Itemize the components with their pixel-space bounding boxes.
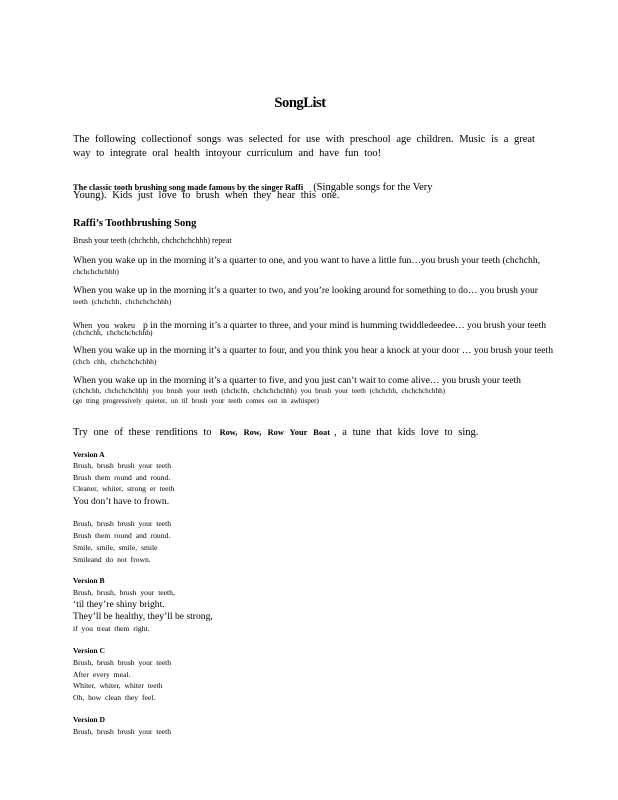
version-d-label: Version D (73, 715, 105, 724)
version-b-line-4: if you treat them right. (73, 624, 150, 633)
version-b-line-3: They’ll be healthy, they’ll be strong, (73, 611, 213, 622)
verse-3-small-start: When you wakeu (73, 321, 135, 330)
verse-2-line-2: teeth (chchchh, chchchchchhh) (73, 297, 172, 306)
verse-3-rest: p in the morning it’s a quarter to three, and your mind is humming twiddledeedee… you brush your teeth (142, 320, 547, 331)
version-a-line: Smile, smile, smile, smile (73, 543, 158, 552)
row-intro-part-1: Try one of these renditions to (73, 427, 212, 438)
verse-4-line-2: (chch chh, chchchchchhh) (73, 357, 157, 366)
raffi-song-heading: Raffi’s Toothbrushing Song (73, 218, 197, 229)
version-a-larger-line: You don’t have to frown. (73, 496, 170, 507)
version-a-line: Brush them round and round. (73, 531, 171, 540)
verse-1-line-1: When you wake up in the morning it’s a quarter to one, and you want to have a little fun…you brush your teeth (chchchh, (73, 255, 541, 266)
row-intro-part-2: , a tune that kids love to sing. (334, 427, 479, 438)
row-boat-intro (73, 423, 478, 439)
verse-5-line-3: (ge tting progressively quieter, un til brush your teeth comes out in awhisper) (73, 397, 319, 405)
intro-line-2: way to integrate oral health intoyour curriculum and have fun too! (73, 148, 382, 159)
verse-3-line-2: (chchchh, chchchchchhh) (73, 328, 153, 337)
version-a-label: Version A (73, 450, 105, 459)
version-c-line: Brush, brush brush your teeth (73, 658, 172, 667)
verse-2-line-1: When you wake up in the morning it’s a quarter to two, and you’re looking around for something to do… you brush your (73, 285, 538, 296)
version-a-line: Cleaner, whiter, strong er teeth (73, 484, 175, 493)
raffi-intro-line-2: Young). Kids just love to brush when they hear this one. (73, 190, 340, 201)
version-a-line: Brush, brush brush your teeth (73, 461, 172, 470)
verse-4-line-1: When you wake up in the morning it’s a quarter to four, and you think you hear a knock at your door … you brush your teeth (73, 345, 553, 356)
verse-1-line-2: chchchchchhh) (73, 267, 119, 276)
intro-line-1: The following collectionof songs was selected for use with preschool age children. Music is a great (73, 134, 535, 145)
row-intro-song-title: Row, Row, Row Your Boat (219, 428, 331, 437)
raffi-chorus: Brush your teeth (chchchh, chchchchchhh) repeat (73, 236, 232, 245)
version-a-line: Brush them round and round. (73, 473, 171, 482)
page-title: SongList (274, 95, 326, 111)
version-b-line-1: Brush, brush, brush your teeth, (73, 588, 175, 597)
version-c-label: Version C (73, 646, 105, 655)
version-c-line: After every meal. (73, 670, 131, 679)
raffi-intro-bold: The classic tooth brushing song made famous by the singer Raffi (73, 183, 304, 192)
version-b-label: Version B (73, 576, 105, 585)
version-c-line: Oh, how clean they feel. (73, 693, 156, 702)
version-a-line: Smileand do not frown. (73, 555, 151, 564)
verse-5-line-1: When you wake up in the morning it’s a quarter to five, and you just can’t wait to come alive… you brush your teeth (73, 375, 521, 386)
verse-5-line-2: (chchchh, chchchchchhh) you brush your teeth (chchchh, chchchchchhh) you brush your teeth (chchchh, chchchchchhh) (73, 387, 446, 395)
raffi-intro-rest: (Singable songs for the Very (313, 182, 433, 193)
version-d-line: Brush, brush brush your teeth (73, 727, 172, 736)
version-b-line-2: ‘til they’re shiny bright. (73, 599, 165, 610)
version-c-line: Whiter, whiter, whiter teeth (73, 681, 163, 690)
version-a-line: Brush, brush brush your teeth (73, 519, 172, 528)
